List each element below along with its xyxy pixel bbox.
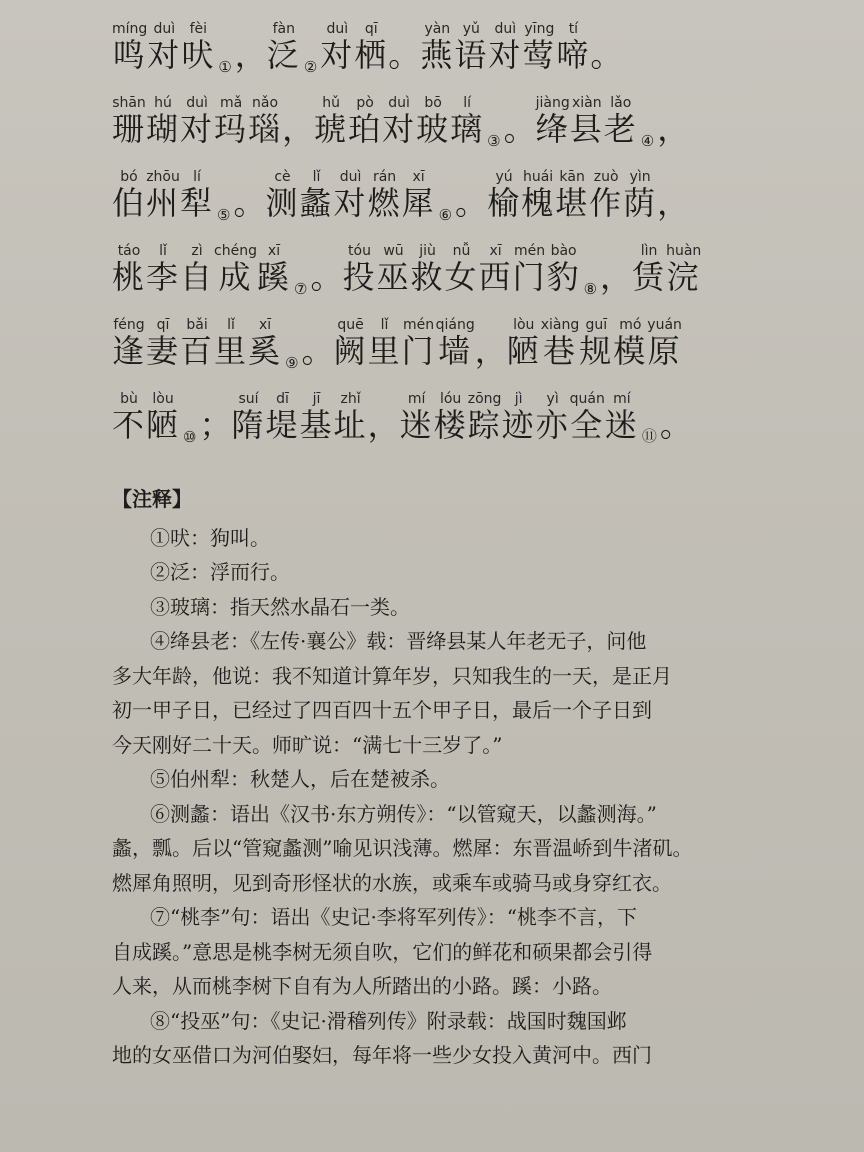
poem-character [146,170,180,224]
hanzi: 陋 [506,332,541,370]
poem-character [334,170,368,224]
pinyin: míng [112,21,148,37]
poem-character [180,244,214,298]
poem-character [180,96,214,150]
poem-line [112,76,794,150]
hanzi: 啼 [556,36,591,74]
hanzi: 成 [214,258,257,296]
pinyin: hǔ [314,95,349,111]
annotation-line: ②泛：浮而行。 [150,560,290,584]
hanzi: 琥 [314,110,349,148]
pinyin: bō [416,95,451,111]
pinyin: pò [348,95,383,111]
annotation-item [112,624,794,762]
pinyin: mǎ [214,95,249,111]
pinyin: zhǐ [333,391,368,407]
poem-character [368,318,402,372]
pinyin: tóu [342,243,377,259]
poem-character [579,318,613,372]
poem-character [382,96,416,150]
pinyin: duì [333,169,368,185]
hanzi: 蹊 [257,258,292,296]
pinyin: lǐ [146,243,181,259]
punctuation: ， [282,110,315,148]
poem-character [214,318,248,372]
hanzi: 堤 [265,406,300,444]
poem-character [334,318,368,372]
hanzi: 里 [367,332,402,370]
punctuation: ； [199,406,232,444]
pinyin: kān [555,169,590,185]
pinyin: yǔ [454,21,489,37]
punctuation: ， [474,332,507,370]
hanzi: 泛 [266,36,301,74]
pinyin: jī [299,391,334,407]
annotation-line: 地的女巫借口为河伯娶妇，每年将一些少女投入黄河中。西门 [112,1043,652,1067]
hanzi: 自 [180,258,215,296]
footnote-marker: ⑦ [294,280,308,298]
poem-character [354,22,388,76]
pinyin: guī [579,317,614,333]
pinyin: quán [569,391,605,407]
hanzi: 墙 [435,332,475,370]
hanzi: 迹 [501,406,536,444]
hanzi: 蠡 [299,184,334,222]
hanzi: 瑙 [248,110,283,148]
poem-character [570,392,605,446]
pinyin: chéng [214,243,257,259]
poem-character [180,170,214,224]
poem-line [112,12,794,76]
annotation-line: 人来，从而桃李树下自有为人所踏出的小路。蹊：小路。 [112,974,612,998]
hanzi: 浣 [666,258,702,296]
poem-character [248,96,282,150]
poem-character [436,318,475,372]
hanzi: 吠 [181,36,216,74]
pinyin: qī [146,317,181,333]
hanzi: 荫 [623,184,658,222]
hanzi: 莺 [522,36,557,74]
poem-character [522,22,556,76]
hanzi: 踪 [467,406,502,444]
poem-character [320,22,354,76]
punctuation: ， [367,406,400,444]
hanzi: 作 [589,184,624,222]
poem-character [555,170,589,224]
annotation-line: ④绛县老：《左传·襄公》载：晋绛县某人年老无子，问他 [150,629,647,653]
annotation-item [112,797,794,901]
pinyin: mí [604,391,639,407]
hanzi: 燕 [420,36,455,74]
pinyin: nǚ [444,243,479,259]
hanzi: 瑚 [146,110,181,148]
poem-character [411,244,445,298]
hanzi: 对 [180,110,215,148]
hanzi: 县 [569,110,604,148]
poem-line [112,224,794,298]
poem-character [147,22,181,76]
pinyin: lí [450,95,485,111]
annotation-line: 初一甲子日，已经过了四百四十五个甲子日，最后一个子日到 [112,698,652,722]
poem-character [613,318,647,372]
poem-line [112,150,794,224]
hanzi: 奚 [248,332,283,370]
hanzi: 李 [146,258,181,296]
annotation-line: 燃犀角照明，见到奇形怪状的水族，或乘车或骑马或身穿红衣。 [112,870,672,895]
annotation-item [112,762,794,797]
hanzi: 珀 [348,110,383,148]
hanzi: 伯 [112,184,147,222]
hanzi: 对 [333,184,368,222]
poem-line [112,372,794,446]
poem-character [487,170,521,224]
pinyin: jiàng [535,95,570,111]
poem-with-pinyin [112,12,794,446]
pinyin: lǐ [367,317,402,333]
punctuation: ， [600,258,633,296]
annotations-list [112,521,794,1073]
poem-character [314,96,348,150]
pinyin: zhōu [146,169,181,185]
footnote-marker: ③ [487,132,501,150]
pinyin: yuán [647,317,682,333]
footnote-marker: ⑧ [583,280,598,298]
pinyin: duì [488,21,523,37]
pinyin: duì [382,95,417,111]
poem-character [445,244,479,298]
hanzi: 语 [454,36,489,74]
hanzi: 璃 [450,110,485,148]
poem-character [454,22,488,76]
poem-character [334,392,368,446]
pinyin: táo [112,243,147,259]
poem-character [507,318,541,372]
poem-character [342,244,376,298]
hanzi: 里 [214,332,249,370]
poem-character [112,318,146,372]
poem-character [589,170,623,224]
pinyin: tí [556,21,591,37]
hanzi: 赁 [632,258,667,296]
annotation-item [112,900,794,1004]
punctuation: 。 [503,110,536,148]
poem-character [536,392,570,446]
poem-character [300,170,334,224]
hanzi: 犀 [401,184,436,222]
annotation-line: 自成蹊。”意思是桃李树无须自吹，它们的鲜花和硕果都会引得 [112,939,653,964]
pinyin: bó [112,169,147,185]
hanzi: 楼 [433,406,468,444]
footnote-marker: ④ [640,132,655,150]
hanzi: 亦 [535,406,570,444]
poem-character [232,392,266,446]
annotation-item [112,590,794,625]
hanzi: 规 [579,332,614,370]
pinyin: suí [231,391,266,407]
punctuation: 。 [301,332,334,370]
pinyin: lóu [433,391,468,407]
poem-character [502,392,536,446]
hanzi: 西 [478,258,513,296]
pinyin: lìn [632,243,667,259]
hanzi: 基 [299,406,334,444]
hanzi: 豹 [546,258,581,296]
footnote-marker: ② [303,58,318,76]
hanzi: 门 [512,258,547,296]
annotations-heading: 【注释】 [112,487,192,511]
hanzi: 陋 [146,406,181,444]
pinyin: lǐ [214,317,249,333]
hanzi: 投 [342,258,377,296]
hanzi: 址 [333,406,368,444]
pinyin: yìn [623,169,658,185]
punctuation: 。 [659,406,692,444]
poem-character [112,392,146,446]
annotation-line: ⑧“投巫”句：《史记·滑稽列传》附录载：战国时魏国邺 [150,1008,627,1033]
pinyin: xī [257,243,291,259]
annotation-line: 今天刚好二十天。师旷说：“满七十三岁了。” [112,732,503,757]
poem-character [402,170,436,224]
pinyin: fèi [181,21,216,37]
hanzi: 槐 [521,184,556,222]
pinyin: shān [112,95,146,111]
hanzi: 桃 [112,258,147,296]
pinyin: zì [180,243,215,259]
hanzi: 犁 [180,184,215,222]
pinyin: yú [487,169,522,185]
poem-character [400,392,434,446]
poem-character [112,22,147,76]
poem-character [450,96,484,150]
annotation-item [112,555,794,590]
poem-character [547,244,581,298]
hanzi: 原 [647,332,682,370]
footnote-marker: ⑥ [438,206,453,224]
hanzi: 榆 [487,184,522,222]
pinyin: xiàng [540,317,580,333]
poem-character [112,96,146,150]
poem-line [112,298,794,372]
annotation-line: ⑥测蠡：语出《汉书·东方朔传》：“以管窥天，以蠡测海。” [150,801,657,826]
poem-character [146,318,180,372]
hanzi: 玻 [416,110,451,148]
poem-character [377,244,411,298]
pinyin: mó [613,317,648,333]
pinyin: yì [535,391,570,407]
pinyin: mén [512,243,547,259]
hanzi: 女 [444,258,479,296]
poem-character [570,96,604,150]
poem-character [416,96,450,150]
poem-character [146,96,180,150]
footnote-marker: ⑪ [641,427,657,445]
punctuation: ， [234,36,267,74]
hanzi: 迷 [399,406,434,444]
poem-character [434,392,468,446]
poem-character [420,22,454,76]
poem-character [267,22,301,76]
pinyin: hú [146,95,181,111]
pinyin: wū [376,243,411,259]
poem-character [266,392,300,446]
pinyin: xī [478,243,513,259]
hanzi: 对 [320,36,355,74]
hanzi: 栖 [354,36,389,74]
annotation-line: 蠡，瓢。后以“管窥蠡测”喻见识浅薄。燃犀：东晋温峤到牛渚矶。 [112,836,693,860]
footnote-marker: ① [218,58,232,76]
pinyin: jiù [410,243,445,259]
pinyin: cè [265,169,300,185]
pinyin: zōng [467,391,502,407]
hanzi: 玛 [214,110,249,148]
punctuation: 。 [388,36,421,74]
annotation-item [112,521,794,556]
punctuation: 。 [310,258,343,296]
annotation-item [112,1004,794,1073]
pinyin: mí [399,391,434,407]
pinyin: mén [401,317,436,333]
poem-character [300,392,334,446]
pinyin: zuò [589,169,624,185]
pinyin: lí [180,169,215,185]
punctuation: 。 [590,36,623,74]
hanzi: 逢 [112,332,147,370]
hanzi: 对 [488,36,523,74]
pinyin: dī [265,391,300,407]
pinyin: duì [147,21,182,37]
poem-character [257,244,291,298]
poem-character [479,244,513,298]
hanzi: 州 [146,184,181,222]
poem-character [214,96,248,150]
hanzi: 鸣 [112,36,148,74]
annotation-line: ⑦“桃李”句：语出《史记·李将军列传》：“桃李不言，下 [150,905,638,929]
poem-character [623,170,657,224]
poem-character [214,244,257,298]
poem-character [513,244,547,298]
pinyin: huàn [666,243,702,259]
hanzi: 对 [382,110,417,148]
poem-character [666,244,701,298]
pinyin: yīng [522,21,557,37]
poem-character [521,170,555,224]
hanzi: 堪 [555,184,590,222]
poem-character [112,170,146,224]
hanzi: 模 [613,332,648,370]
pinyin: xī [401,169,436,185]
poem-character [181,22,215,76]
pinyin: lǐ [299,169,334,185]
pinyin: lǎo [603,95,638,111]
hanzi: 全 [569,406,605,444]
pinyin: nǎo [248,95,283,111]
pinyin: xiàn [569,95,604,111]
punctuation: 。 [455,184,488,222]
hanzi: 珊 [112,110,147,148]
pinyin: duì [180,95,215,111]
pinyin: bù [112,391,147,407]
poem-character [604,96,638,150]
pinyin: xī [248,317,283,333]
poem-character [647,318,682,372]
pinyin: qiáng [435,317,475,333]
pinyin: huái [521,169,556,185]
annotation-line: ⑤伯州犁：秋楚人，后在楚被杀。 [150,767,450,791]
pinyin: duì [320,21,355,37]
pinyin: fàn [266,21,301,37]
annotation-line: ③玻璃：指天然水晶石一类。 [150,594,410,619]
poem-character [541,318,580,372]
hanzi: 隋 [231,406,266,444]
pinyin: yàn [420,21,455,37]
poem-character [368,170,402,224]
pinyin: féng [112,317,146,333]
footnote-marker: ⑩ [183,428,197,446]
hanzi: 迷 [604,406,639,444]
poem-character [112,244,146,298]
annotation-line: 多大年龄，他说：我不知道计算年岁，只知我生的一天，是正月 [112,663,672,688]
pinyin: bào [546,243,581,259]
annotation-line: ①吠：狗叫。 [150,525,270,550]
poem-character [248,318,282,372]
poem-character [266,170,300,224]
poem-character [536,96,570,150]
hanzi: 巫 [376,258,411,296]
footnote-marker: ⑨ [285,354,299,372]
hanzi: 门 [401,332,436,370]
hanzi: 绛 [535,110,570,148]
poem-character [402,318,436,372]
poem-character [632,244,666,298]
punctuation: ， [657,110,690,148]
poem-character [180,318,214,372]
poem-character [348,96,382,150]
hanzi: 对 [147,36,182,74]
hanzi: 救 [410,258,445,296]
punctuation: ， [657,184,690,222]
poem-character [605,392,639,446]
hanzi: 巷 [540,332,580,370]
pinyin: bǎi [180,317,215,333]
pinyin: qī [354,21,389,37]
punctuation: 。 [233,184,266,222]
hanzi: 妻 [146,332,181,370]
pinyin: quē [333,317,368,333]
hanzi: 阙 [333,332,368,370]
poem-character [468,392,502,446]
hanzi: 不 [112,406,147,444]
poem-character [146,392,180,446]
hanzi: 测 [265,184,300,222]
pinyin: jì [501,391,536,407]
poem-character [556,22,590,76]
footnote-marker: ⑤ [217,206,231,224]
pinyin: lòu [146,391,181,407]
annotations-section [112,482,794,1073]
hanzi: 百 [180,332,215,370]
poem-character [488,22,522,76]
pinyin: lòu [506,317,541,333]
poem-character [146,244,180,298]
pinyin: rán [367,169,402,185]
hanzi: 燃 [367,184,402,222]
hanzi: 老 [603,110,638,148]
